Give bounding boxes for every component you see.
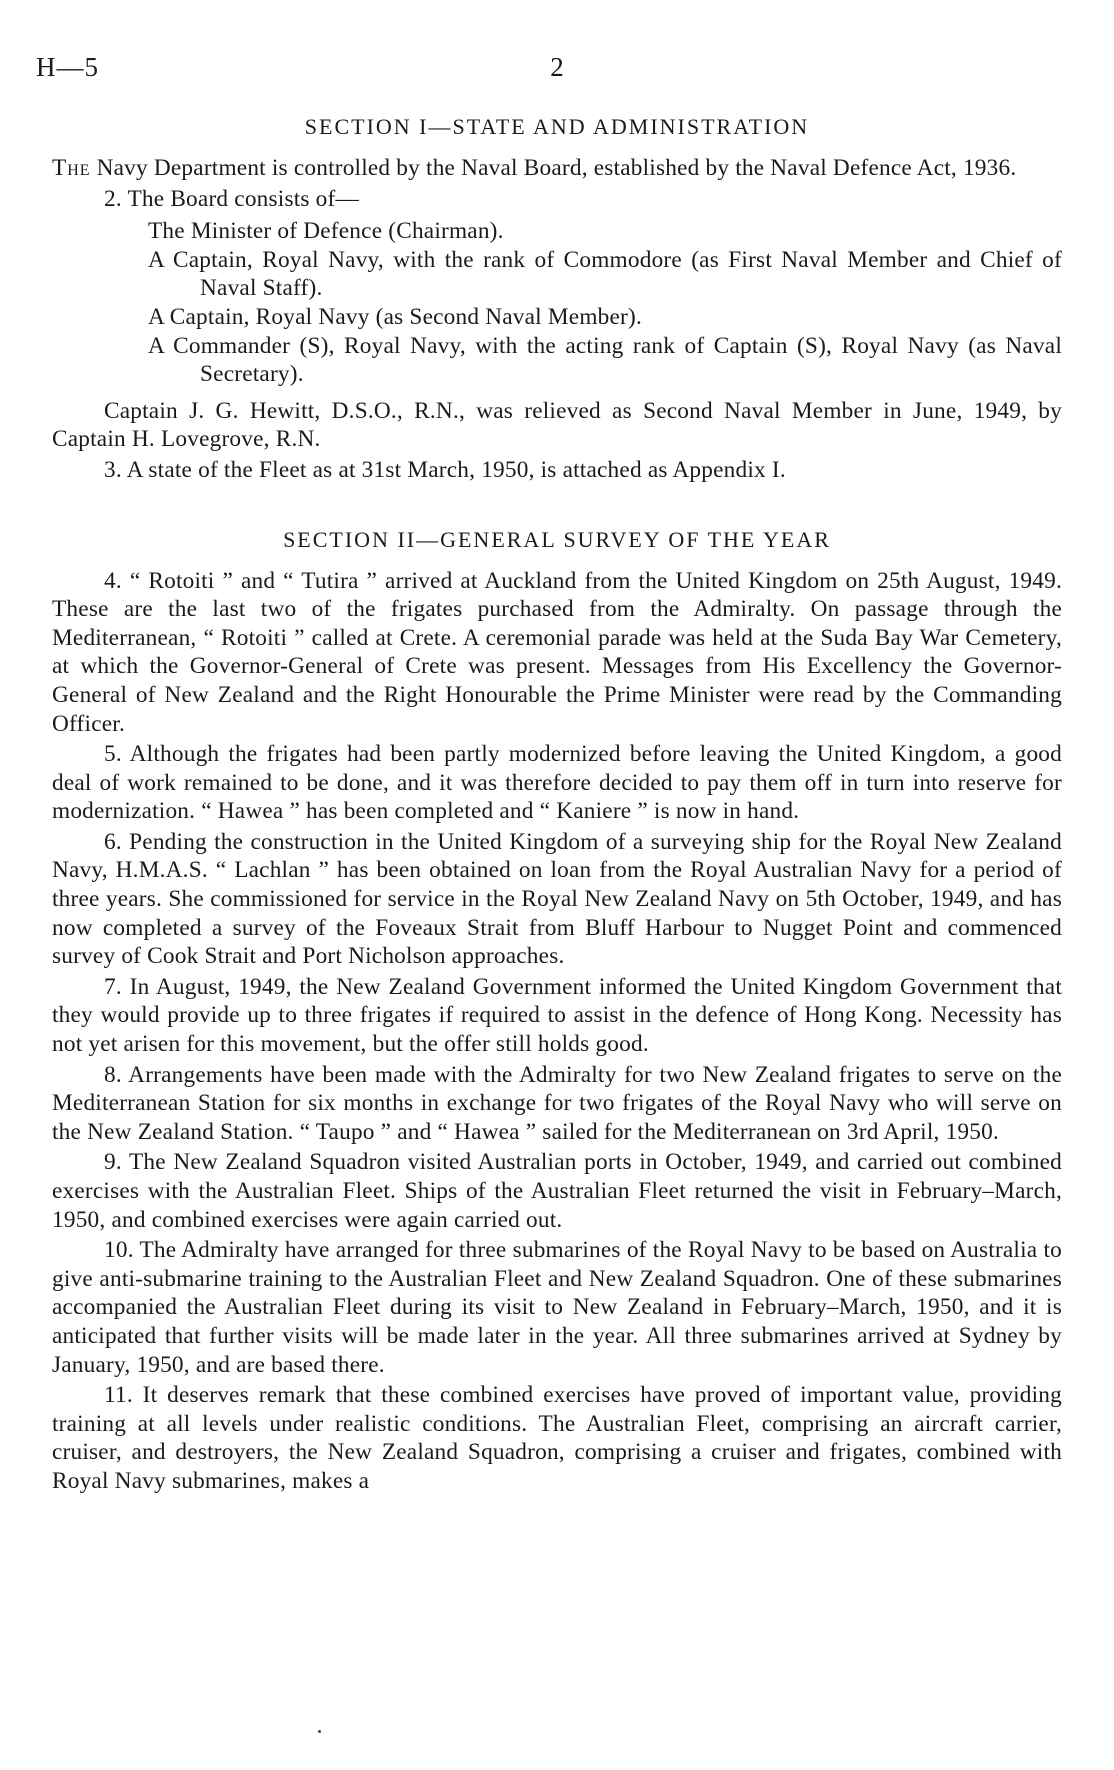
page-header	[36, 52, 1062, 92]
paragraph-9: 9. The New Zealand Squadron visited Australian ports in October, 1949, and carried out combined exercises with the Australian Fleet. Ships of the Australian Fleet returned the visit in February–March, 1950, and combined exercises were again carried out.	[52, 1149, 1062, 1233]
paragraph-10: 10. The Admiralty have arranged for three submarines of the Royal Navy to be based on Australia to give anti-submarine training to the Australian Fleet and New Zealand Squadron. One of these submarines accompanied the Australian Fleet during its visit to New Zealand in February–March, 1950, and it is anticipated that further visits will be made later in the year. All three submarines arrived at Sydney by January, 1950, and are based there.	[52, 1237, 1062, 1378]
board-member-list	[52, 217, 1062, 389]
board-member-item: A Commander (S), Royal Navy, with the acting rank of Captain (S), Royal Navy (as Naval Secretary).	[148, 332, 1062, 388]
paragraph-8: 8. Arrangements have been made with the Admiralty for two New Zealand frigates to serve on the Mediterranean Station for six months in exchange for two frigates of the Royal Navy who will serve on the New Zealand Station. “ Taupo ” and “ Hawea ” sailed for the Mediterranean on 3rd April, 1950.	[52, 1061, 1062, 1145]
paragraph-relieved: Captain J. G. Hewitt, D.S.O., R.N., was relieved as Second Naval Member in June, 1949, by Captain H. Lovegrove, R.N.	[52, 397, 1062, 453]
paragraph-7: 7. In August, 1949, the New Zealand Government informed the United Kingdom Government that they would provide up to three frigates if required to assist in the defence of Hong Kong. Necessity has not yet arisen for this movement, but the offer still holds good.	[52, 973, 1062, 1058]
paragraph-4: 4. “ Rotoiti ” and “ Tutira ” arrived at Auckland from the United Kingdom on 25th August, 1949. These are the last two of the frigates purchased from the Admiralty. On passage through the Mediterranean, “ Rotoiti ” called at Crete. A ceremonial parade was held at the Suda Bay War Cemetery, at which the Governor-General of Crete was present. Messages from His Excellency the Governor-General of New Zealand and the Right Honourable the Prime Minister were read by the Commanding Officer.	[52, 567, 1062, 737]
paragraph-11: 11. It deserves remark that these combined exercises have proved of important value, providing training at all levels under realistic conditions. The Australian Fleet, comprising an aircraft carrier, cruiser, and destroyers, the New Zealand Squadron, comprising a cruiser and frigates, combined with Royal Navy submarines, makes a	[52, 1382, 1062, 1494]
paragraph-3: 3. A state of the Fleet as at 31st March, 1950, is attached as Appendix I.	[104, 456, 786, 483]
document-page	[36, 52, 1062, 1498]
paragraph-1	[52, 154, 1062, 183]
section-1-heading: SECTION I—STATE AND ADMINISTRATION	[304, 114, 810, 139]
scan-speck	[318, 1730, 321, 1733]
paragraph-1-text: Navy Department is controlled by the Naval Board, established by the Naval Defence Act, 1936.	[90, 155, 1017, 181]
section-2-heading: SECTION II—GENERAL SURVEY OF THE YEAR	[283, 526, 831, 552]
paragraph-6: 6. Pending the construction in the United Kingdom of a surveying ship for the Royal New Zealand Navy, H.M.A.S. “ Lachlan ” has been obtained on loan from the Royal Australian Navy for a period of three years. She commissioned for service in the Royal New Zealand Navy on 5th October, 1949, and has now completed a survey of the Foveaux Strait from Bluff Harbour to Nugget Point and commenced survey of Cook Strait and Port Nicholson approaches.	[52, 828, 1062, 970]
paragraph-5: 5. Although the frigates had been partly modernized before leaving the United Kingdom, a good deal of work remained to be done, and it was therefore decided to pay them off in turn into reserve for modernization. “ Hawea ” has been completed and “ Kaniere ” is now in hand.	[52, 741, 1062, 825]
paragraph-2: 2. The Board consists of—	[104, 185, 359, 212]
board-member-item: A Captain, Royal Navy, with the rank of Commodore (as First Naval Member and Chief of Naval Staff).	[148, 246, 1062, 302]
document-code: H—5	[36, 52, 99, 82]
paragraph-1-lead: The	[52, 155, 91, 181]
board-member-item: A Captain, Royal Navy (as Second Naval Member).	[148, 303, 642, 330]
page-number: 2	[550, 52, 564, 82]
board-member-item: The Minister of Defence (Chairman).	[148, 218, 504, 245]
